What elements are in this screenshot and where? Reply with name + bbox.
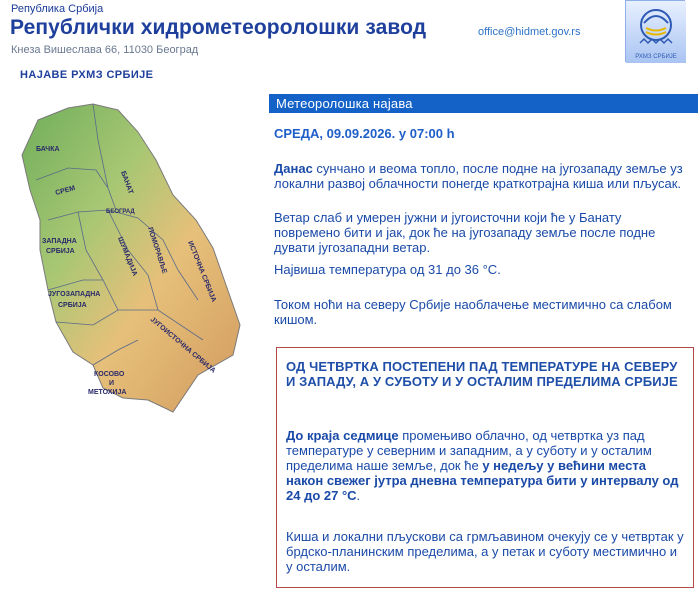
today-text: сунчано и веома топло, после подне на југозападу земље уз локални развој облачности понегде краткотрајна киша или пљусак. (274, 161, 683, 191)
map-label-pomoravlje: ПОМОРАВЉЕ (146, 226, 168, 275)
map-label-srem: СРЕМ (54, 184, 77, 197)
outlook-paragraph-2: Киша и локални пљускови са грмљавином очекују се у четвртак у брдско-планинским пределима, а у петак и суботу местимично и у осталим. (286, 529, 684, 574)
outlook-label: До краја седмице (286, 428, 399, 443)
section-header-bar (269, 94, 698, 113)
serbia-regions-map (8, 100, 263, 425)
top-nav (0, 66, 698, 86)
forecast-temperature-paragraph: Највиша температура од 31 до 36 °C. (274, 262, 501, 277)
institute-address: Кнеза Вишеслава 66, 11030 Београд (11, 44, 199, 56)
outlook-paragraph-1 (286, 428, 686, 503)
email-link[interactable]: office@hidmet.gov.rs (478, 26, 581, 38)
forecast-date: СРЕДА, 09.09.2026. у 07:00 h (274, 126, 455, 141)
map-label-jugozapadna-1: ЈУГОЗАПАДНА (48, 291, 101, 298)
site-header (0, 0, 698, 66)
rhmz-logo[interactable] (625, 0, 685, 62)
map-label-istocna: ИСТОЧНА СРБИЈА (186, 240, 218, 304)
map-label-zapadna-2: СРБИЈА (46, 248, 75, 255)
map-label-zapadna-1: ЗАПАДНА (42, 238, 77, 245)
section-title: Метеоролошка најава (276, 96, 413, 111)
map-label-sumadija: ШУМАДИЈА (116, 236, 139, 278)
outlook-bold-text: у недељу у већини места након свежег јутра дневна температура бити у интервалу од 24 до 27 °C (286, 458, 679, 503)
logo-text: РХМЗ СРБИЈЕ (635, 54, 677, 60)
forecast-wind-paragraph: Ветар слаб и умерен јужни и југоисточни који ће у Банату повремено бити и јак, док ће на југозападу земље после подне дувати југозападни ветар. (274, 210, 656, 255)
outlook-text-end: . (356, 488, 361, 503)
republic-label: Република Србија (11, 3, 104, 15)
nav-link-rhmz-announcements[interactable]: НАЈАВЕ РХМЗ СРБИЈЕ (20, 69, 154, 81)
map-label-backa: БАЧКА (36, 146, 60, 153)
map-label-kosovo-2: И (109, 380, 115, 387)
map-label-kosovo-3: МЕТОХИЈА (88, 389, 127, 396)
map-label-beograd: БЕОГРАД (106, 209, 135, 215)
outlook-heading: ОД ЧЕТВРТКА ПОСТЕПЕНИ ПАД ТЕМПЕРАТУРЕ НА СЕВЕРУ И ЗАПАДУ, А У СУБОТУ И У ОСТАЛИМ ПРЕДЕЛИМА СРБИЈЕ (286, 359, 678, 389)
map-label-banat: БАНАТ (119, 170, 134, 196)
institute-name[interactable]: Републички хидрометеоролошки завод (10, 16, 427, 39)
outlook-box (276, 347, 694, 588)
today-label: Данас (274, 161, 313, 176)
map-label-jugoistocna: ЈУГОИСТОЧНА СРБИЈА (148, 316, 217, 375)
forecast-night-paragraph: Током ноћи на северу Србије наоблачење местимично са слабом кишом. (274, 297, 672, 327)
map-label-kosovo-1: КОСОВО (94, 371, 125, 378)
map-label-jugozapadna-2: СРБИЈА (58, 302, 87, 309)
outlook-text: промењиво облачно, од четвртка уз пад температуре у северним и западним, а у суботу и у осталим пределима наше земље, док ће (286, 428, 652, 473)
forecast-today-paragraph (274, 161, 684, 191)
